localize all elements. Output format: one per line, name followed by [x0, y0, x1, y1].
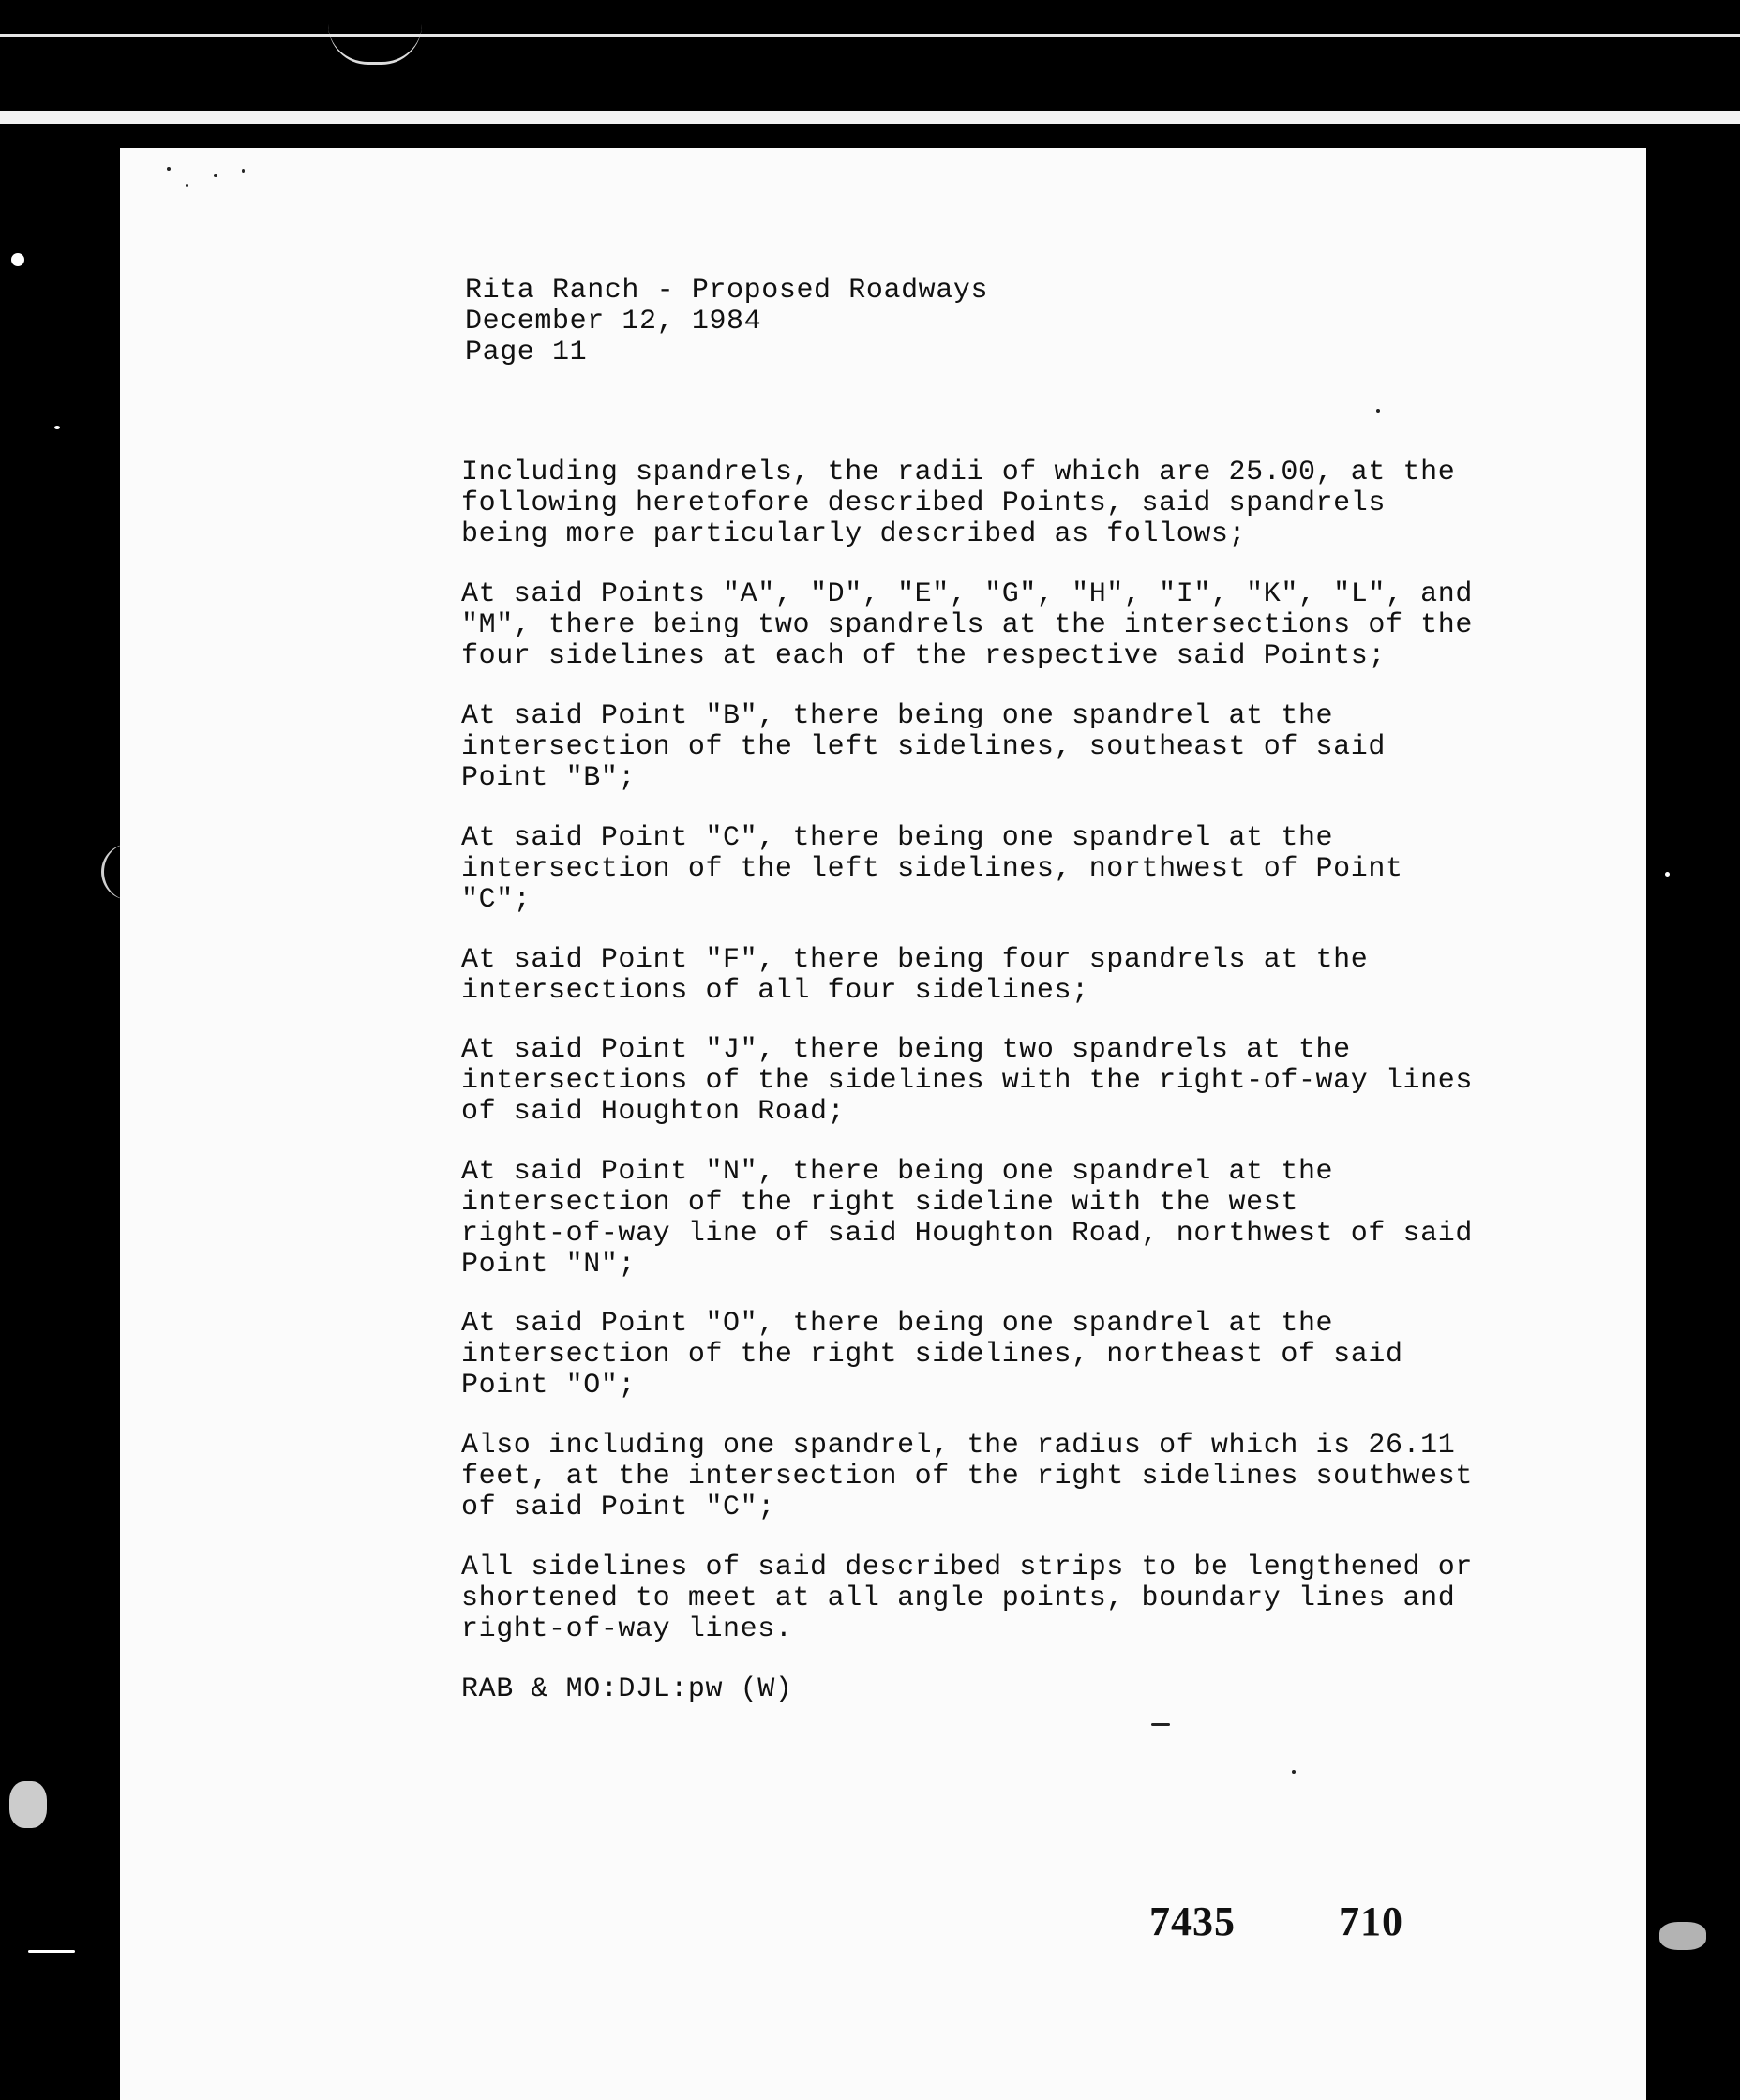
scan-speck [54, 426, 60, 429]
text-line: Point "N"; [461, 1249, 637, 1281]
text-line: Point "B"; [461, 762, 637, 794]
paragraph-2 [461, 579, 1473, 672]
text-line: intersection of the left sidelines, northwest of Point [461, 853, 1403, 885]
header-title: Rita Ranch - Proposed Roadways [465, 275, 989, 307]
paragraph-6 [461, 1035, 1473, 1128]
scan-speck [1376, 409, 1380, 412]
scan-lower-rule [0, 111, 1740, 124]
text-line: Including spandrels, the radii of which are 25.00, at the [461, 457, 1456, 488]
text-line: right-of-way lines. [461, 1613, 793, 1645]
text-line: intersection of the left sidelines, southeast of said [461, 731, 1386, 763]
text-line: of said Point "C"; [461, 1492, 775, 1523]
text-line: shortened to meet at all angle points, boundary lines and [461, 1582, 1456, 1614]
text-line: At said Points "A", "D", "E", "G", "H", "I", "K", "L", and [461, 578, 1473, 610]
header-date: December 12, 1984 [465, 306, 762, 338]
paragraph-8 [461, 1309, 1403, 1402]
text-line: being more particularly described as follows; [461, 518, 1247, 550]
typist-initials [461, 1674, 792, 1705]
text-line: right-of-way line of said Houghton Road, northwest of said [461, 1218, 1473, 1250]
text-line: feet, at the intersection of the right sidelines southwest [461, 1461, 1473, 1492]
text-line: Also including one spandrel, the radius of which is 26.11 [461, 1430, 1456, 1462]
text-line: At said Point "B", there being one spandrel at the [461, 700, 1334, 732]
scan-speck [1665, 872, 1670, 877]
text-line: All sidelines of said described strips to be lengthened or [461, 1552, 1473, 1583]
paragraph-9 [461, 1431, 1473, 1523]
text-line: intersection of the right sideline with the west [461, 1187, 1298, 1219]
record-page-number: 710 [1339, 1898, 1403, 1944]
paragraph-7 [461, 1157, 1473, 1281]
scan-speck [242, 169, 245, 172]
paragraph-10 [461, 1552, 1473, 1645]
scan-speck [1151, 1723, 1170, 1726]
scan-speck [28, 1950, 75, 1953]
text-line: At said Point "N", there being one spandrel at the [461, 1156, 1334, 1188]
scan-speck [9, 1781, 47, 1828]
text-line: At said Point "O", there being one spandrel at the [461, 1308, 1334, 1340]
text-line: intersections of the sidelines with the right-of-way lines [461, 1065, 1473, 1097]
initials-line: RAB & MO:DJL:pw (W) [461, 1673, 793, 1705]
text-line: At said Point "F", there being four spandrels at the [461, 944, 1369, 976]
paragraph-5 [461, 945, 1368, 1007]
text-line: "C"; [461, 884, 532, 916]
scan-top-rule [0, 34, 1740, 38]
scan-speck [1292, 1770, 1296, 1774]
text-line: four sidelines at each of the respective said Points; [461, 640, 1386, 672]
paragraph-4 [461, 823, 1403, 916]
text-line: Point "O"; [461, 1370, 637, 1402]
text-line: "M", there being two spandrels at the intersections of the [461, 609, 1473, 641]
text-line: intersections of all four sidelines; [461, 975, 1089, 1007]
scan-speck [186, 184, 188, 187]
text-line: following heretofore described Points, said spandrels [461, 488, 1386, 519]
text-line: intersection of the right sidelines, northeast of said [461, 1339, 1403, 1371]
header-page: Page 11 [465, 337, 588, 368]
scan-top-border [0, 0, 1740, 112]
document-header [465, 276, 988, 368]
text-line: At said Point "J", there being two spandrels at the [461, 1034, 1351, 1066]
scan-speck [11, 253, 24, 266]
text-line: of said Houghton Road; [461, 1096, 846, 1128]
paragraph-3 [461, 701, 1386, 794]
scan-speck [1659, 1922, 1706, 1950]
scan-speck [167, 167, 171, 171]
record-docket-number: 7435 [1149, 1898, 1236, 1944]
text-line: At said Point "C", there being one spandrel at the [461, 822, 1334, 854]
scan-speck [214, 174, 218, 177]
paragraph-1 [461, 458, 1455, 550]
